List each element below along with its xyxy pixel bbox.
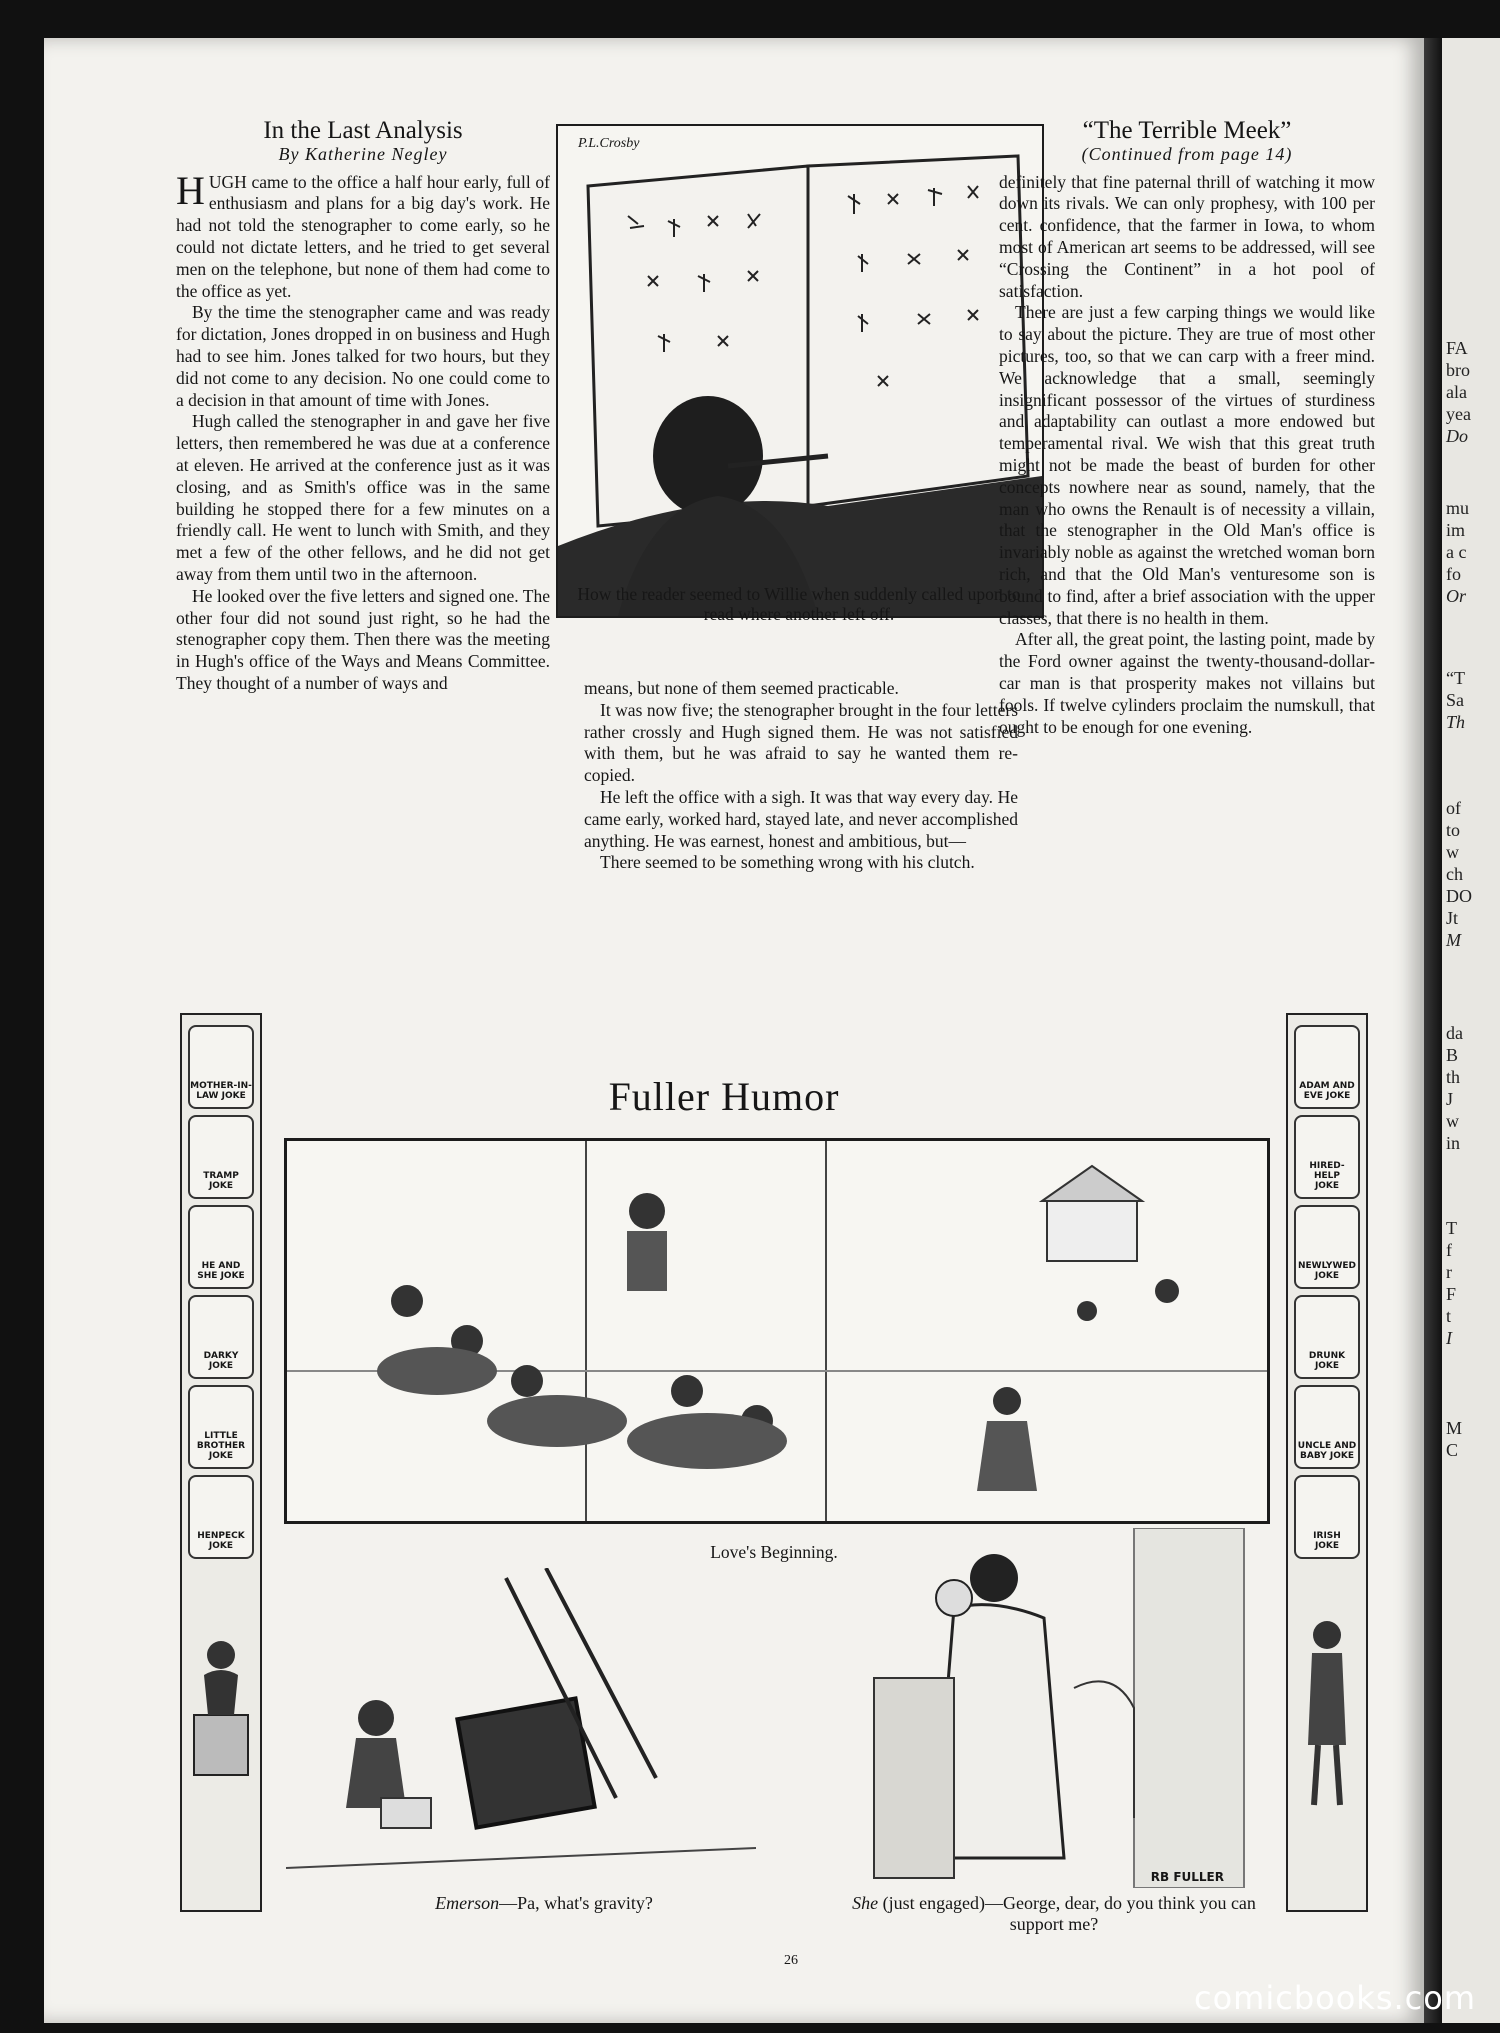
article-middle-paragraph: means, but none of them seemed practicable.	[584, 678, 899, 698]
joke-stone: UNCLE AND BABY JOKE	[1294, 1385, 1360, 1469]
article-left-paragraph: HUGH came to the office a half hour early, full of enthusiasm and plans for a big day's work. He had not told the stenographer to come early, so he could not dictate letters, and he tried to get several men on the telephone, but none of them had come to the office as yet.	[176, 167, 550, 301]
article-right-paragraph: After all, the great point, the lasting point, made by the Ford owner against the twenty-thousand-dollar-car man is that prosperity makes not villains but fools. If twelve cylinders proclaim the numskull, that ought to be enough for one evening.	[999, 629, 1375, 737]
article-right-paragraph: definitely that fine paternal thrill of watching it mow down its rivals. We can only prophesy, with 100 per cent. confidence, that the farmer in Iowa, to whom most of American art seems to be addressed, will see “Crossing the Continent” in a hot pool of satisfaction.	[999, 171, 1375, 301]
joke-stone: HENPECK JOKE	[188, 1475, 254, 1559]
article-left	[176, 117, 550, 695]
illustration-signature: P.L.Crosby	[578, 136, 640, 151]
joke-stone: DRUNK JOKE	[1294, 1295, 1360, 1379]
article-left-paragraph: He looked over the five letters and signed one. The other four did not sound just right, so he had the stenographer copy them. Then there was the meeting in Hugh's office of the Ways and Means Committee. They thought of a number of ways and	[176, 585, 550, 693]
article-middle-paragraph: It was now five; the stenographer brought in the four letters rather crossly and Hugh signed them. He was not satisfied with them, but he was afraid to say he wanted them re-copied.	[584, 699, 1018, 786]
magazine-page	[44, 38, 1424, 2023]
next-page-edge: FA bro ala yea Do mu im a c fo Or “T Sa Th of to w ch DO Jt M da B th J w in T f r F t I M C	[1442, 38, 1500, 2023]
article-middle-paragraph: There seemed to be something wrong with his clutch.	[600, 852, 975, 873]
she-cartoon	[814, 1528, 1264, 1888]
artist-signature: RB FULLER	[1150, 1870, 1224, 1884]
article-left-title: In the Last Analysis	[263, 117, 463, 144]
engaged-couple-drawing	[814, 1528, 1264, 1888]
football-scene-drawing	[287, 1141, 1267, 1521]
she-caption: She (just engaged)—George, dear, do you think you can support me?	[852, 1893, 1256, 1934]
open-book-drawing	[558, 126, 1042, 616]
joke-stones-right	[1286, 1013, 1368, 1912]
article-right-title: “The Terrible Meek”	[1082, 117, 1292, 144]
joke-stone: ADAM AND EVE JOKE	[1294, 1025, 1360, 1109]
fuller-humor-title: Fuller Humor	[608, 1074, 840, 1119]
joke-stone: DARKY JOKE	[188, 1295, 254, 1379]
book-spine	[1424, 38, 1442, 2023]
site-watermark: comicbooks.com	[1193, 1979, 1476, 2017]
joke-stone: HE AND SHE JOKE	[188, 1205, 254, 1289]
willie-caption: How the reader seemed to Willie when suddenly called upon to read where another left off.	[577, 584, 1021, 624]
joke-stone: MOTHER-IN- LAW JOKE	[188, 1025, 254, 1109]
article-left-paragraph: By the time the stenographer came and was ready for dictation, Jones dropped in on business and Hugh had to see him. Jones talked for two hours, but they did not come to any decision. No one could come to a decision in that amount of time with Jones.	[176, 302, 550, 410]
gravity-cartoon-drawing	[286, 1568, 756, 1898]
article-middle	[584, 678, 1018, 874]
joke-stone: NEWLYWED JOKE	[1294, 1205, 1360, 1289]
strip-caption: Love's Beginning.	[710, 1542, 838, 1562]
article-left-byline: By Katherine Negley	[278, 143, 448, 164]
joke-stone: LITTLE BROTHER JOKE	[188, 1385, 254, 1469]
article-right-paragraph: There are just a few carping things we would like to say about the picture. They are true of most other pictures, too, so that we can carp with a freer mind. We acknowledge that a small, seemingly insignificant possessor of the virtues of sturdiness and adaptability can outlast a more endowed but temperamental rival. We wish that this great truth might not be made the beast of burden for other concepts nowhere near as sound, namely, that the man who owns the Renault is of necessity a villain, that the stenographer in the Old Man's office is invariably noble as against the wretched woman born rich, and that the Old Man's venturesome son is bound to find, after a brief association with the upper classes, that there is no health in them.	[999, 302, 1375, 628]
joke-stones-left	[180, 1013, 262, 1912]
loves-beginning-strip	[284, 1138, 1270, 1524]
joke-stone: IRISH JOKE	[1294, 1475, 1360, 1559]
emerson-caption: Emerson—Pa, what's gravity?	[435, 1893, 653, 1913]
joke-stone: TRAMP JOKE	[188, 1115, 254, 1199]
article-right	[999, 117, 1375, 738]
caveman-figure-drawing	[1290, 1595, 1364, 1815]
emerson-cartoon	[286, 1568, 756, 1898]
drop-cap: H	[176, 167, 205, 213]
article-right-continued: (Continued from page 14)	[1081, 143, 1293, 164]
page-number: 26	[784, 1953, 798, 1968]
willie-reading-illustration	[556, 124, 1044, 618]
article-left-paragraph: Hugh called the stenographer in and gave her five letters, then remembered he was due at a conference at eleven. He arrived at the conference just as it was closing, and as Smith's office was in the same building he stopped there for a few minutes on a friendly call. He went to lunch with Smith, and they met a few of the other fellows, and he did not get away from them until two in the afternoon.	[176, 411, 550, 584]
article-middle-paragraph: He left the office with a sigh. It was that way every day. He came early, worked hard, stayed late, and never accomplished anything. He was earnest, honest and ambitious, but—	[584, 786, 1018, 851]
joke-stone: HIRED- HELP JOKE	[1294, 1115, 1360, 1199]
caveman-carving-drawing	[184, 1615, 258, 1795]
